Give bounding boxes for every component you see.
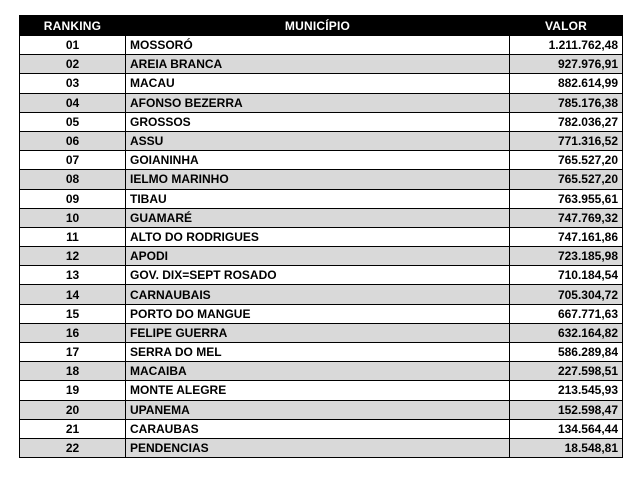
rank-cell: 15 — [20, 304, 126, 323]
municipio-cell: MONTE ALEGRE — [126, 381, 510, 400]
header-ranking: RANKING — [20, 16, 126, 36]
table-row — [20, 381, 623, 400]
municipio-cell: TIBAU — [126, 189, 510, 208]
rank-cell: 20 — [20, 400, 126, 419]
valor-cell: 152.598,47 — [510, 400, 623, 419]
table-row — [20, 343, 623, 362]
municipio-cell: FELIPE GUERRA — [126, 323, 510, 342]
rank-cell: 03 — [20, 74, 126, 93]
rank-cell: 02 — [20, 55, 126, 74]
valor-cell: 771.316,52 — [510, 131, 623, 150]
rank-cell: 11 — [20, 227, 126, 246]
table-row — [20, 74, 623, 93]
valor-cell: 747.769,32 — [510, 208, 623, 227]
table-row — [20, 362, 623, 381]
municipio-cell: CARAUBAS — [126, 419, 510, 438]
table-row — [20, 112, 623, 131]
table-row — [20, 419, 623, 438]
municipio-cell: GUAMARÉ — [126, 208, 510, 227]
valor-cell: 765.527,20 — [510, 151, 623, 170]
valor-cell: 134.564,44 — [510, 419, 623, 438]
valor-cell: 705.304,72 — [510, 285, 623, 304]
valor-cell: 632.164,82 — [510, 323, 623, 342]
municipio-cell: PENDENCIAS — [126, 438, 510, 457]
table-row — [20, 131, 623, 150]
valor-cell: 710.184,54 — [510, 266, 623, 285]
table-row — [20, 93, 623, 112]
header-valor: VALOR — [510, 16, 623, 36]
table-row — [20, 227, 623, 246]
rank-cell: 12 — [20, 247, 126, 266]
table-row — [20, 170, 623, 189]
table-row — [20, 400, 623, 419]
valor-cell: 723.185,98 — [510, 247, 623, 266]
municipio-cell: ASSU — [126, 131, 510, 150]
municipio-cell: GOIANINHA — [126, 151, 510, 170]
valor-cell: 227.598,51 — [510, 362, 623, 381]
valor-cell: 927.976,91 — [510, 55, 623, 74]
municipio-cell: MACAIBA — [126, 362, 510, 381]
table-row — [20, 285, 623, 304]
table-row — [20, 36, 623, 55]
rank-cell: 13 — [20, 266, 126, 285]
municipio-cell: SERRA DO MEL — [126, 343, 510, 362]
rank-cell: 09 — [20, 189, 126, 208]
municipio-cell: PORTO DO MANGUE — [126, 304, 510, 323]
valor-cell: 782.036,27 — [510, 112, 623, 131]
valor-cell: 747.161,86 — [510, 227, 623, 246]
valor-cell: 1.211.762,48 — [510, 36, 623, 55]
rank-cell: 19 — [20, 381, 126, 400]
rank-cell: 17 — [20, 343, 126, 362]
header-municipio: MUNICÍPIO — [126, 16, 510, 36]
header-row — [20, 16, 623, 36]
municipio-cell: CARNAUBAIS — [126, 285, 510, 304]
municipio-cell: GROSSOS — [126, 112, 510, 131]
rank-cell: 08 — [20, 170, 126, 189]
valor-cell: 763.955,61 — [510, 189, 623, 208]
municipio-cell: AREIA BRANCA — [126, 55, 510, 74]
rank-cell: 21 — [20, 419, 126, 438]
table-row — [20, 55, 623, 74]
table-row — [20, 323, 623, 342]
rank-cell: 16 — [20, 323, 126, 342]
rank-cell: 07 — [20, 151, 126, 170]
table-row — [20, 304, 623, 323]
valor-cell: 18.548,81 — [510, 438, 623, 457]
rank-cell: 14 — [20, 285, 126, 304]
rank-cell: 01 — [20, 36, 126, 55]
ranking-table-container — [19, 15, 622, 458]
table-header — [20, 16, 623, 36]
table-row — [20, 266, 623, 285]
municipio-cell: IELMO MARINHO — [126, 170, 510, 189]
municipio-cell: MOSSORÓ — [126, 36, 510, 55]
valor-cell: 667.771,63 — [510, 304, 623, 323]
valor-cell: 785.176,38 — [510, 93, 623, 112]
municipio-cell: UPANEMA — [126, 400, 510, 419]
municipio-cell: GOV. DIX=SEPT ROSADO — [126, 266, 510, 285]
table-row — [20, 151, 623, 170]
table-row — [20, 208, 623, 227]
municipio-cell: APODI — [126, 247, 510, 266]
valor-cell: 765.527,20 — [510, 170, 623, 189]
municipio-cell: AFONSO BEZERRA — [126, 93, 510, 112]
valor-cell: 586.289,84 — [510, 343, 623, 362]
table-body — [20, 36, 623, 458]
rank-cell: 18 — [20, 362, 126, 381]
table-row — [20, 438, 623, 457]
rank-cell: 05 — [20, 112, 126, 131]
municipio-cell: MACAU — [126, 74, 510, 93]
rank-cell: 06 — [20, 131, 126, 150]
municipio-cell: ALTO DO RODRIGUES — [126, 227, 510, 246]
valor-cell: 213.545,93 — [510, 381, 623, 400]
table-row — [20, 247, 623, 266]
valor-cell: 882.614,99 — [510, 74, 623, 93]
ranking-table — [19, 15, 623, 458]
rank-cell: 04 — [20, 93, 126, 112]
rank-cell: 10 — [20, 208, 126, 227]
rank-cell: 22 — [20, 438, 126, 457]
table-row — [20, 189, 623, 208]
